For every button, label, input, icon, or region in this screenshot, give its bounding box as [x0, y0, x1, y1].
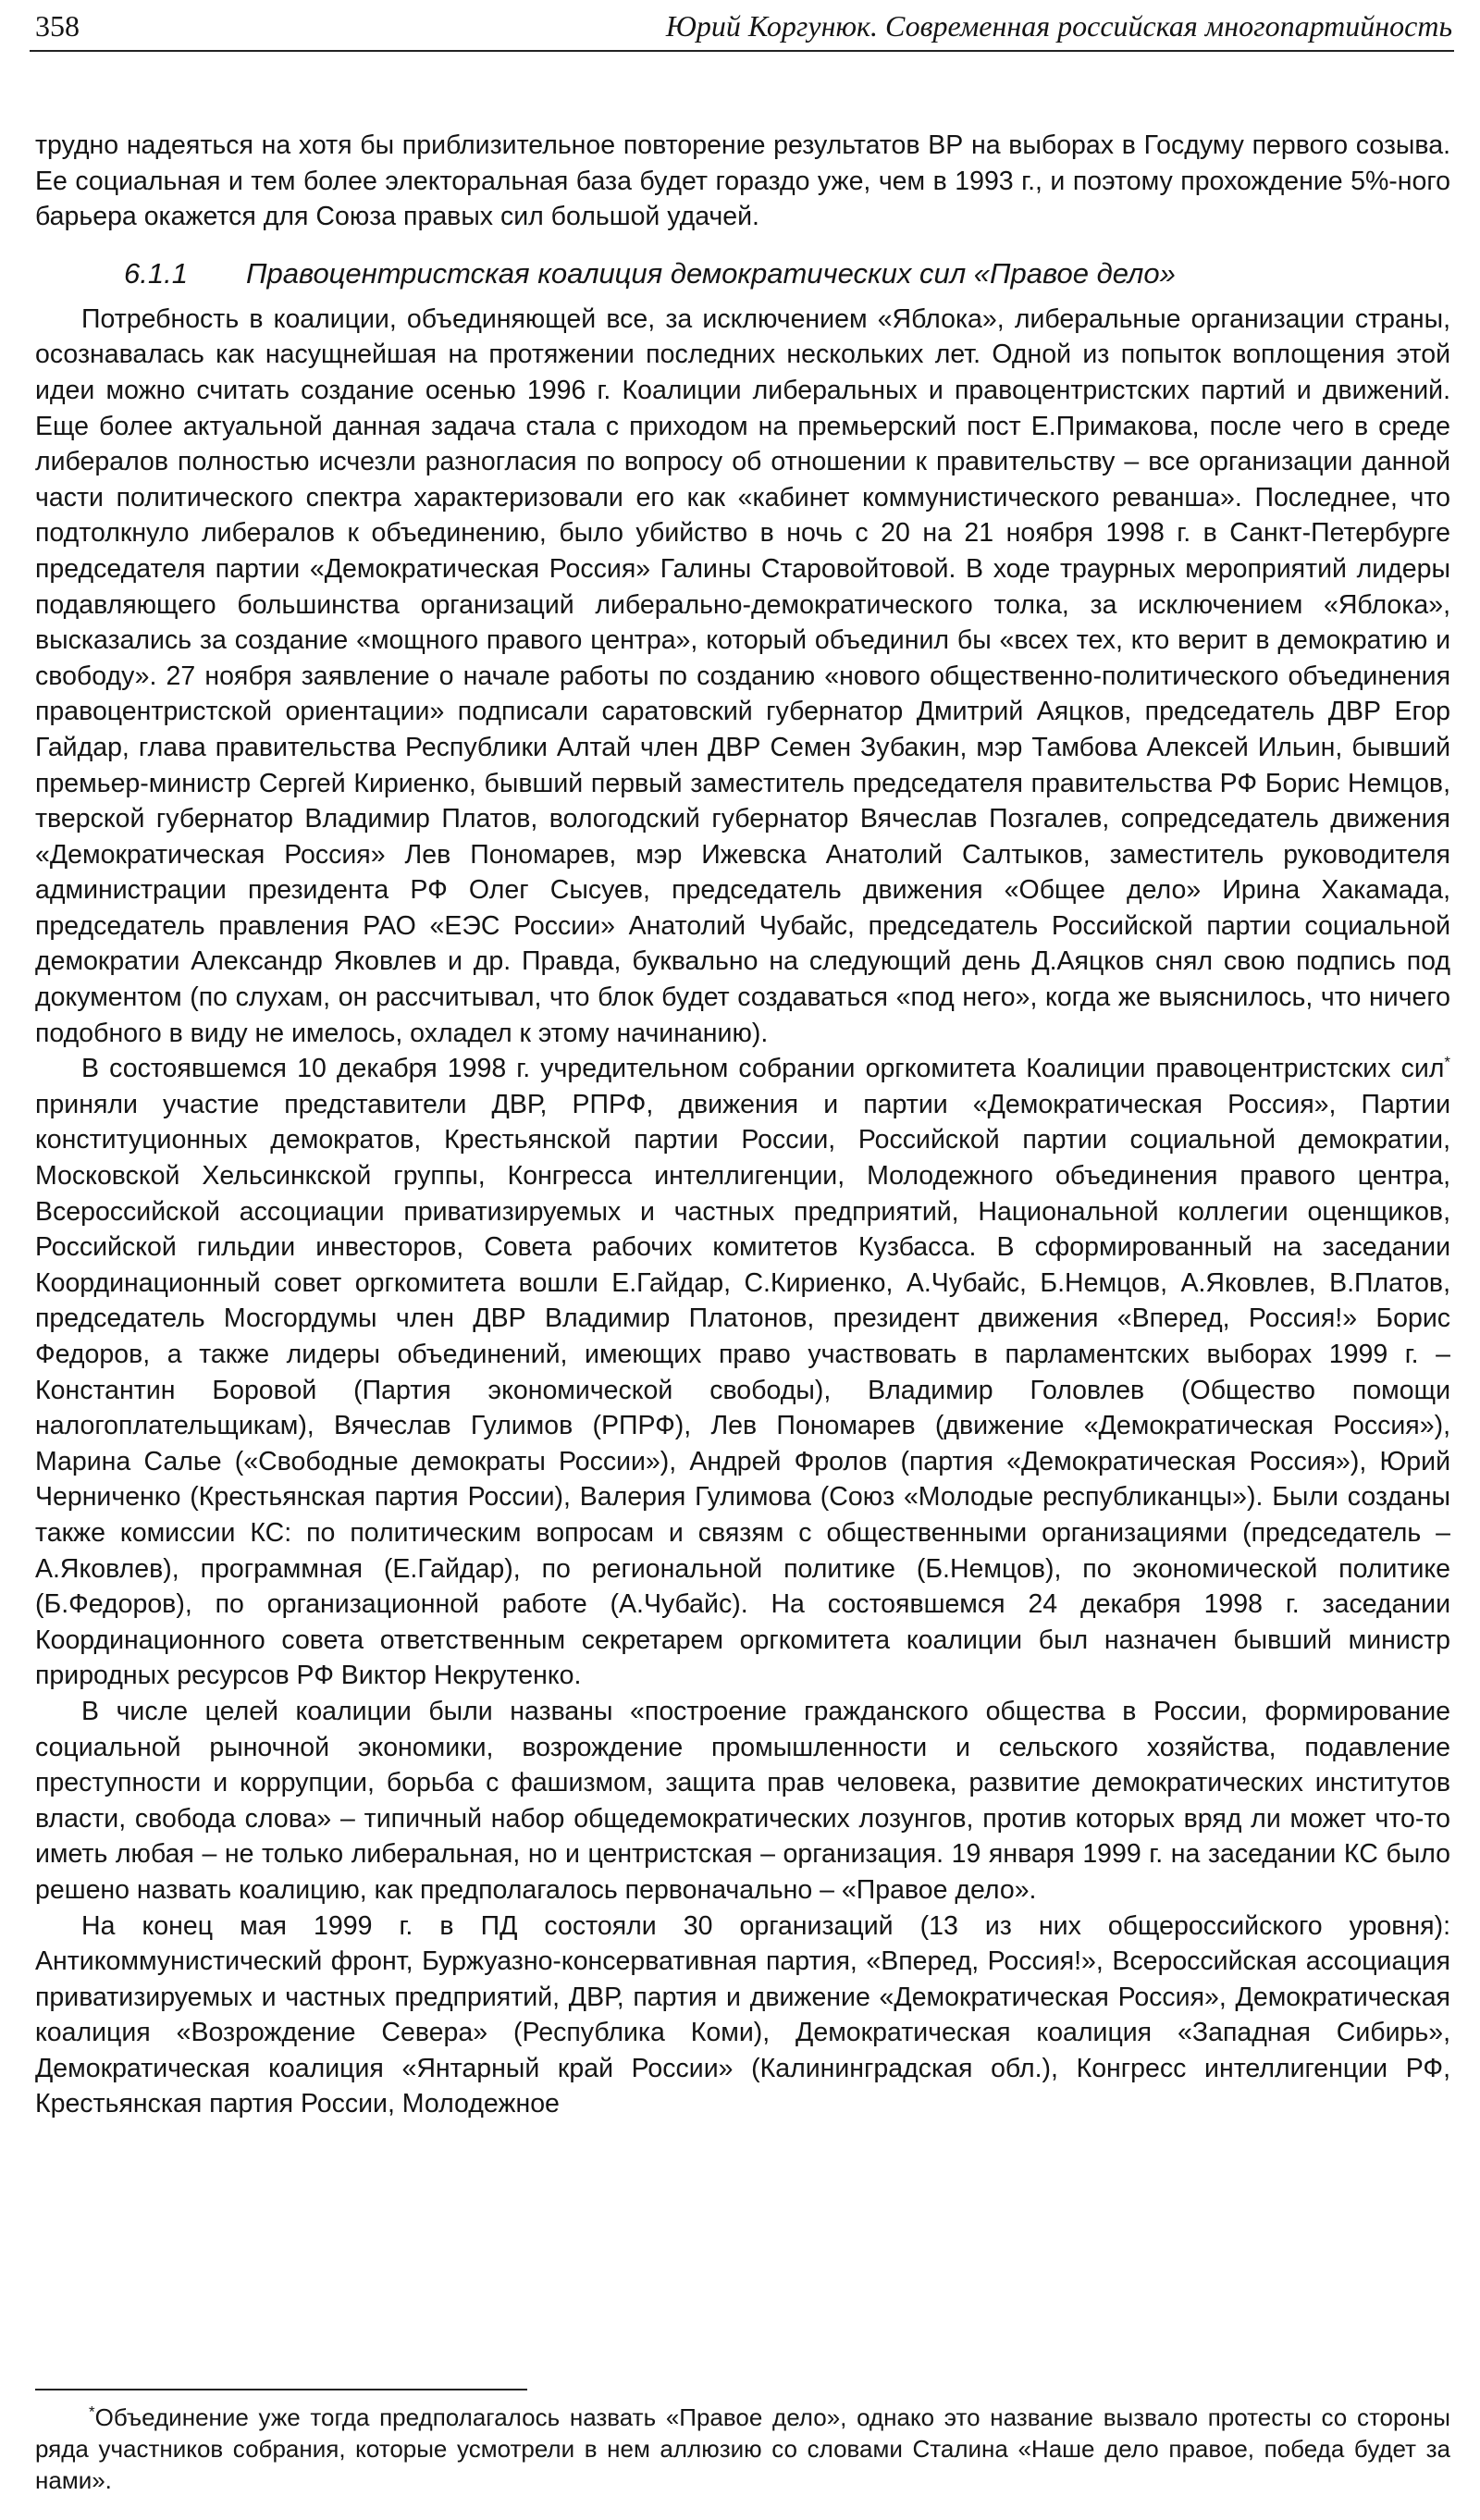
running-title: Юрий Коргунюк. Современная российская многопартийность	[665, 9, 1452, 43]
section-heading	[124, 255, 1450, 292]
paragraph-3: В числе целей коалиции были названы «построение гражданского общества в России, формирование социальной рыночной экономики, возрождение промышленности и сельского хозяйства, подавление преступности и коррупции, борьба с фашизмом, защита прав человека, развитие демократических институтов власти, свобода слова» – типичный набор общедемократических лозунгов, против которых вряд ли может что-то иметь любая – не только либеральная, но и центристская – организация. 19 января 1999 г. на заседании КС было решено назвать коалицию, как предполагалось первоначально – «Правое дело».	[35, 1696, 1450, 1905]
intro-paragraph: трудно надеяться на хотя бы приблизительное повторение результатов ВР на выборах в Госдуму первого созыва. Ее социальная и тем более электоральная база будет гораздо уже, чем в 1993 г., и поэтому прохождение 5%-ного барьера окажется для Союза правых сил большой удачей.	[35, 130, 1450, 232]
paragraph-4: На конец мая 1999 г. в ПД состояли 30 организаций (13 из них общероссийского уровня): Антикоммунистический фронт, Буржуазно-консервативная партия, «Вперед, Россия!», Всероссийская ассоциация приватизируемых и частных предприятий, ДВР, партия и движение «Демократическая Россия», Демократическая коалиция «Возрождение Севера» (Республика Коми), Демократическая коалиция «Западная Сибирь», Демократическая коалиция «Янтарный край России» (Калининградская обл.), Конгресс интеллигенции РФ, Крестьянская партия России, Молодежное	[35, 1910, 1450, 2119]
footnote-separator	[35, 2389, 527, 2390]
footnote-reference[interactable]: *	[1444, 1053, 1450, 1071]
paragraph-2-rest: приняли участие представители ДВР, РПРФ, движения и партии «Демократическая Россия», Партии конституционных демократов, Крестьянской партии России, Российской партии социальной демократии, Московской Хельсинкской группы, Конгресса интеллигенции, Молодежного объединения правого центра, Всероссийской ассоциации приватизируемых и частных предприятий, Национальной коллегии оценщиков, Российской гильдии инвесторов, Совета рабочих комитетов Кузбасса. В сформированный на заседании Координационный совет оргкомитета вошли Е.Гайдар, С.Кириенко, А.Чубайс, Б.Немцов, А.Яковлев, В.Платов, председатель Мосгордумы член ДВР Владимир Платонов, президент движения «Вперед, Россия!» Борис Федоров, а также лидеры объединений, имеющих право участвовать в парламентских выборах 1999 г. – Константин Боровой (Партия экономической свободы), Владимир Головлев (Общество помощи налогоплательщикам), Вячеслав Гулимов (РПРФ), Лев Пономарев (движение «Демократическая Россия»), Марина Салье («Свободные демократы России»), Андрей Фролов (партия «Демократическая Россия»), Юрий Черниченко (Крестьянская партия России), Валерия Гулимова (Союз «Молодые республиканцы»). Были созданы также комиссии КС: по политическим вопросам и связям с общественными организациями (председатель – А.Яковлев), программная (Е.Гайдар), по региональной политике (Б.Немцов), по экономической политике (Б.Федоров), по организационной работе (А.Чубайс). На состоявшемся 24 декабря 1998 г. заседании Координационного совета ответственным секретарем оргкомитета коалиции был назначен бывший министр природных ресурсов РФ Виктор Некрутенко.	[35, 1089, 1450, 1691]
paragraph-2	[35, 1051, 1450, 1694]
main-text	[35, 128, 1450, 2122]
section-number: 6.1.1	[124, 256, 188, 290]
footnote-mark: *	[89, 2403, 95, 2421]
page-header	[30, 6, 1454, 52]
paragraph-2-start: В состоявшемся 10 декабря 1998 г. учредительном собрании оргкомитета Коалиции правоцентристских сил	[81, 1054, 1445, 1084]
section-title: Правоцентристская коалиция демократических сил «Правое дело»	[246, 256, 1176, 290]
paragraph-1: Потребность в коалиции, объединяющей все, за исключением «Яблока», либеральные организации страны, осознавалась как насущнейшая на протяжении последних нескольких лет. Одной из попыток воплощения этой идеи можно считать создание осенью 1996 г. Коалиции либеральных и правоцентристских партий и движений. Еще более актуальной данная задача стала с приходом на премьерский пост Е.Примакова, после чего в среде либералов полностью исчезли разногласия по вопросу об отношении к правительству – все организации данной части политического спектра характеризовали его как «кабинет коммунистического реванша». Последнее, что подтолкнуло либералов к объединению, было убийство в ночь с 20 на 21 ноября 1998 г. в Санкт-Петербурге председателя партии «Демократическая Россия» Галины Старовойтовой. В ходе траурных мероприятий лидеры подавляющего большинства организаций либерально-демократического толка, за исключением «Яблока», высказались за создание «мощного правого центра», который объединил бы «всех тех, кто верит в демократию и свободу». 27 ноября заявление о начале работы по созданию «нового общественно-политического объединения правоцентристской ориентации» подписали саратовский губернатор Дмитрий Аяцков, председатель ДВР Егор Гайдар, глава правительства Республики Алтай член ДВР Семен Зубакин, мэр Тамбова Алексей Ильин, бывший премьер-министр Сергей Кириенко, бывший первый заместитель председателя правительства РФ Борис Немцов, тверской губернатор Владимир Платов, вологодский губернатор Вячеслав Позгалев, сопредседатель движения «Демократическая Россия» Лев Пономарев, мэр Ижевска Анатолий Салтыков, заместитель руководителя администрации президента РФ Олег Сысуев, председатель движения «Общее дело» Ирина Хакамада, председатель правления РАО «ЕЭС России» Анатолий Чубайс, председатель Российской партии социальной демократии Александр Яковлев и др. Правда, буквально на следующий день Д.Аяцков снял свою подпись под документом (по слухам, он рассчитывал, что блок будет создаваться «под него», когда же выяснилось, что ничего подобного в виду не имелось, охладел к этому начинанию).	[35, 303, 1450, 1048]
footnote	[35, 2402, 1450, 2496]
footnote-text: Объединение уже тогда предполагалось назвать «Правое дело», однако это название вызвало протесты со стороны ряда участников собрания, которые усмотрели в нем аллюзию со словами Сталина «Наше дело правое, победа будет за нами».	[35, 2403, 1450, 2494]
page-number: 358	[35, 9, 80, 43]
footnote-text-block	[35, 2402, 1450, 2496]
